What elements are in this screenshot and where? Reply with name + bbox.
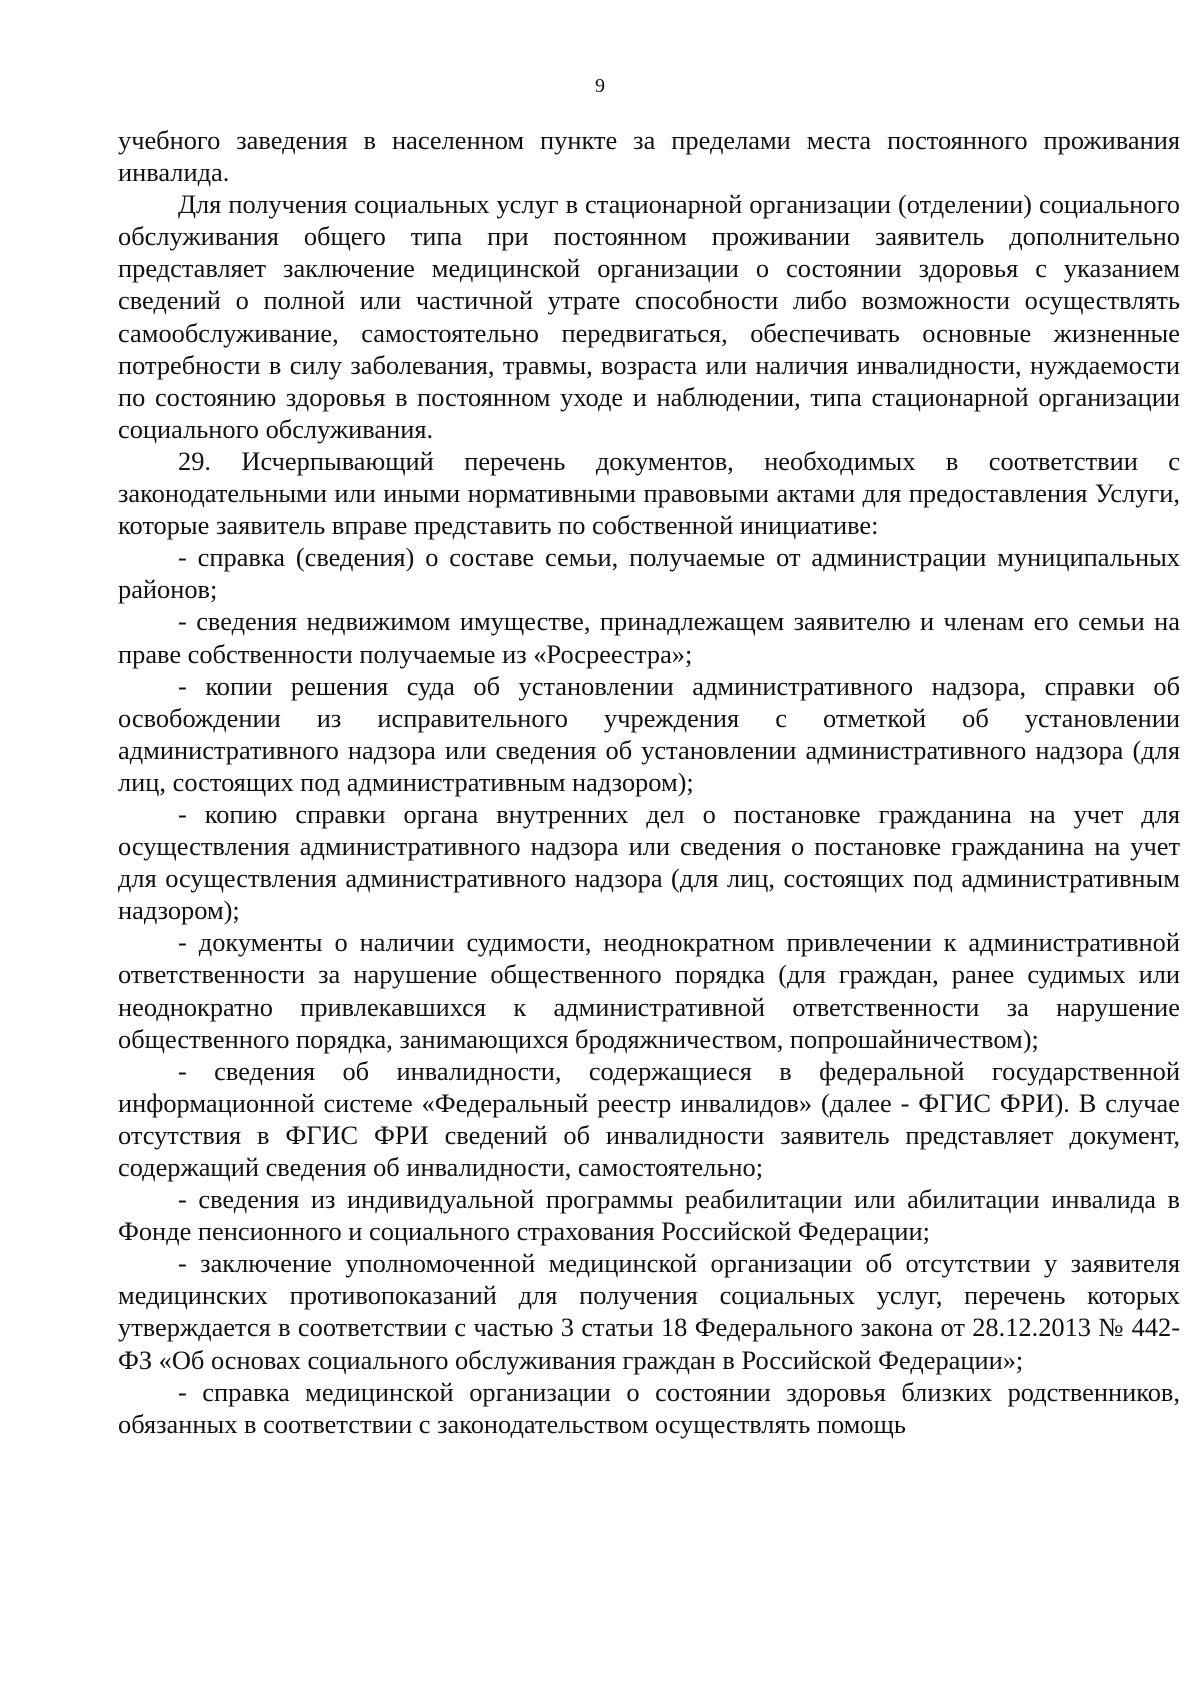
page-number: 9 <box>595 75 605 97</box>
paragraph-inpatient-conclusion: Для получения социальных услуг в стационарной организации (отделении) социального обслуживания общего типа при постоянном проживании заявитель дополнительно представляет заключение медицинской организации о состоянии здоровья с указанием сведений о полной или частичной утрате способности либо возможности осуществлять самообслуживание, самостоятельно передвигаться, обеспечивать основные жизненные потребности в силу заболевания, травмы, возраста или наличия инвалидности, нуждаемости по состоянию здоровья в постоянном уходе и наблюдении, типа стационарной организации социального обслуживания. <box>118 189 1180 444</box>
list-item-disability-info: - сведения об инвалидности, содержащиеся в федеральной государственной информационной системе «Федеральный реестр инвалидов» (далее - ФГИС ФРИ). В случае отсутствия в ФГИС ФРИ сведений об инвалидности заявитель представляет документ, содержащий сведения об инвалидности, самостоятельно; <box>118 1055 1180 1182</box>
list-item-rehabilitation-program: - сведения из индивидуальной программы реабилитации или абилитации инвалида в Фонде пенсионного и социального страхования Российской Федерации; <box>118 1184 1180 1247</box>
list-item-criminal-record: - документы о наличии судимости, неоднократном привлечении к административной ответственности за нарушение общественного порядка (для граждан, ранее судимых или неоднократно привлекавшихся к административной ответственности за нарушение общественного порядка, занимающихся бродяжничеством, попрошайничеством); <box>118 927 1180 1054</box>
list-item-family-composition: - справка (сведения) о составе семьи, получаемые от администрации муниципальных районов; <box>118 542 1180 605</box>
list-item-real-estate: - сведения недвижимом имуществе, принадлежащем заявителю и членам его семьи на праве собственности получаемые из «Росреестра»; <box>118 606 1180 669</box>
document-body <box>118 124 1180 1440</box>
paragraph-item-29: 29. Исчерпывающий перечень документов, необходимых в соответствии с законодательными или иными нормативными правовыми актами для предоставления Услуги, которые заявитель вправе представить по собственной инициативе: <box>118 445 1180 541</box>
list-item-medical-contraindications: - заключение уполномоченной медицинской организации об отсутствии у заявителя медицинских противопоказаний для получения социальных услуг, перечень которых утверждается в соответствии с частью 3 статьи 18 Федерального закона от 28.12.2013 № 442-ФЗ «Об основах социального обслуживания граждан в Российской Федерации»; <box>118 1248 1180 1375</box>
list-item-police-certificate: - копию справки органа внутренних дел о постановке гражданина на учет для осуществления административного надзора или сведения о постановке гражданина на учет для осуществления административного надзора (для лиц, состоящих под административным надзором); <box>118 798 1180 926</box>
list-item-court-decision: - копии решения суда об установлении административного надзора, справки об освобождении из исправительного учреждения с отметкой об установлении административного надзора или сведения об установлении административного надзора (для лиц, состоящих под административным надзором); <box>118 670 1180 797</box>
list-item-relatives-health: - справка медицинской организации о состоянии здоровья близких родственников, обязанных в соответствии с законодательством осуществлять помощь <box>118 1376 1180 1439</box>
paragraph-continuation: учебного заведения в населенном пункте за пределами места постоянного проживания инвалида. <box>118 125 1180 188</box>
